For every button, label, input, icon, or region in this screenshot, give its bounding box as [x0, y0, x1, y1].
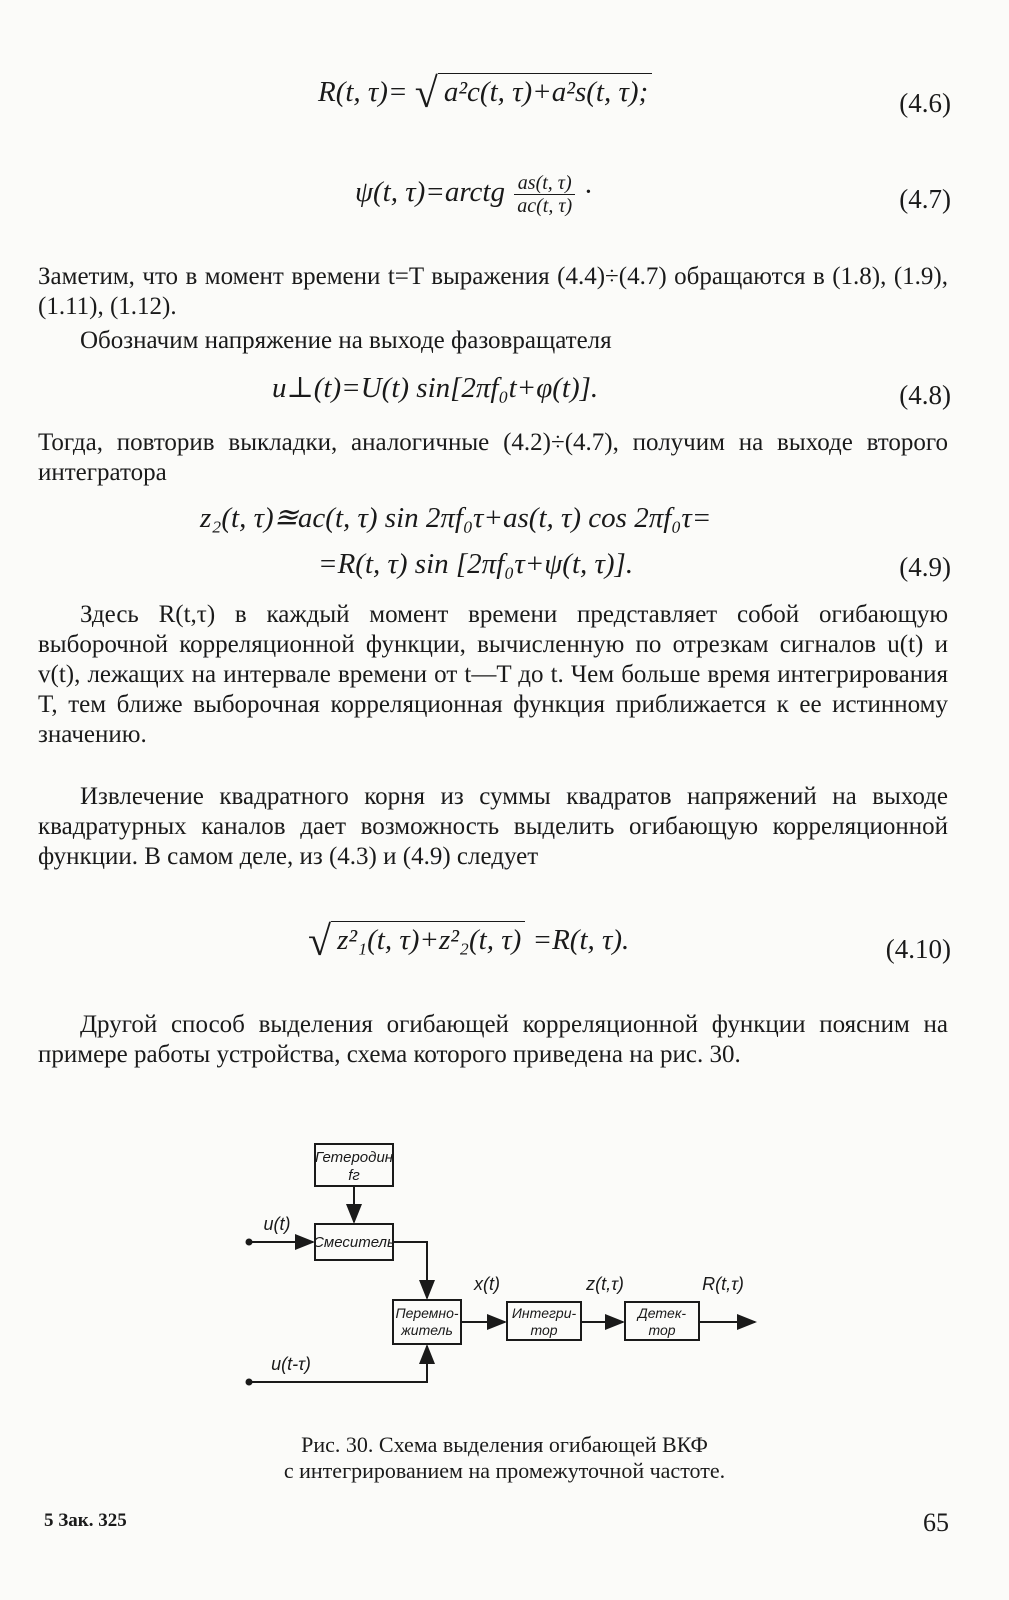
eq-4-7-fraction — [514, 172, 575, 217]
eq-4-7-number: (4.7) — [899, 184, 951, 214]
paragraph-1: Заметим, что в момент времени t=T выражения (4.4)÷(4.7) обращаются в (1.8), (1.9), (1.11), (1.12). — [38, 263, 948, 320]
eq-4-7-tail: · — [584, 176, 592, 209]
integrator-label-2: тор — [530, 1322, 558, 1338]
printer-signature: 5 Зак. 325 — [44, 1510, 127, 1531]
detector-label-2: тор — [648, 1322, 676, 1338]
figure-caption-line2: с интегрированием на промежуточной частоте. — [283, 1458, 726, 1483]
mixer-label: Смеситель — [313, 1234, 395, 1251]
multiplier-label-1: Перемно- — [395, 1305, 459, 1321]
eq-4-6-radicand: a²c(t, τ)+a²s(t, τ); — [438, 73, 652, 108]
eq-4-9-line1: z₂(t, τ)≊ac(t, τ) sin 2πf₀τ+as(t, τ) cos 2πf₀τ= — [200, 502, 712, 534]
eq-4-7-numerator: as(t, τ) — [514, 172, 575, 195]
eq-4-6-lhs: R(t, τ)= — [318, 76, 408, 108]
eq-4-10-rhs: =R(t, τ). — [532, 924, 630, 956]
eq-4-6-number: (4.6) — [899, 88, 951, 118]
paragraph-3: Тогда, повторив выкладки, аналогичные (4.2)÷(4.7), получим на выходе второго интегратора — [38, 429, 948, 486]
sqrt-sign: √ a²c(t, τ)+a²s(t, τ); — [415, 70, 652, 118]
signal-x-label: x(t) — [474, 1274, 500, 1294]
lo-freq-label: fг — [348, 1167, 360, 1184]
input-delay-terminal — [246, 1379, 253, 1386]
eq-4-10-number: (4.10) — [885, 934, 951, 964]
signal-R-label: R(t,τ) — [702, 1274, 744, 1294]
eq-4-9-number: (4.9) — [899, 552, 951, 582]
eq-4-7-denominator: ac(t, τ) — [517, 195, 573, 217]
paragraph-2: Обозначим напряжение на выходе фазовращателя — [80, 327, 612, 354]
eq-4-8-number: (4.8) — [899, 380, 951, 410]
lo-label: Гетеродин — [314, 1149, 394, 1166]
paragraph-4: Здесь R(t,τ) в каждый момент времени представляет собой огибающую выборочной корреляционной функции, вычисленную по отрезкам сигналов u(t) и v(t), лежащих на интервале времени от t—T до t. Чем больше время интегрирования T, тем ближе выборочная корреляционная функция приближается к ее истинному значению. — [38, 601, 948, 748]
eq-4-7-lhs: ψ(t, τ)=arctg — [355, 176, 505, 209]
eq-4-10-radicand: z²₁(t, τ)+z²₂(t, τ) — [331, 921, 525, 956]
eq-4-9-line2: =R(t, τ) sin [2πf₀τ+ψ(t, τ)]. — [318, 548, 634, 580]
block-diagram — [235, 1130, 775, 1430]
page-number: 65 — [923, 1508, 949, 1537]
mixer-to-multiplier — [393, 1242, 427, 1298]
signal-u-delay-label: u(t-τ) — [271, 1354, 311, 1374]
sqrt-sign: √ z²₁(t, τ)+z²₂(t, τ) — [308, 918, 525, 966]
detector-label-1: Детек- — [637, 1305, 687, 1321]
input-u-terminal — [246, 1239, 253, 1246]
signal-u-label: u(t) — [263, 1214, 291, 1234]
multiplier-label-2: житель — [401, 1322, 453, 1338]
eq-4-8-body: u⊥(t)=U(t) sin[2πf₀t+φ(t)]. — [272, 372, 599, 404]
paragraph-5: Извлечение квадратного корня из суммы квадратов напряжений на выходе квадратурных каналов дает возможность выделить огибающую корреляционной функции. В самом деле, из (4.3) и (4.9) следует — [38, 783, 948, 870]
integrator-label-1: Интегри- — [511, 1305, 577, 1321]
signal-z-label: z(t,τ) — [586, 1274, 624, 1294]
figure-caption-line1: Рис. 30. Схема выделения огибающей ВКФ — [301, 1432, 708, 1457]
paragraph-6: Другой способ выделения огибающей корреляционной функции поясним на примере работы устройства, схема которого приведена на рис. 30. — [38, 1011, 948, 1068]
